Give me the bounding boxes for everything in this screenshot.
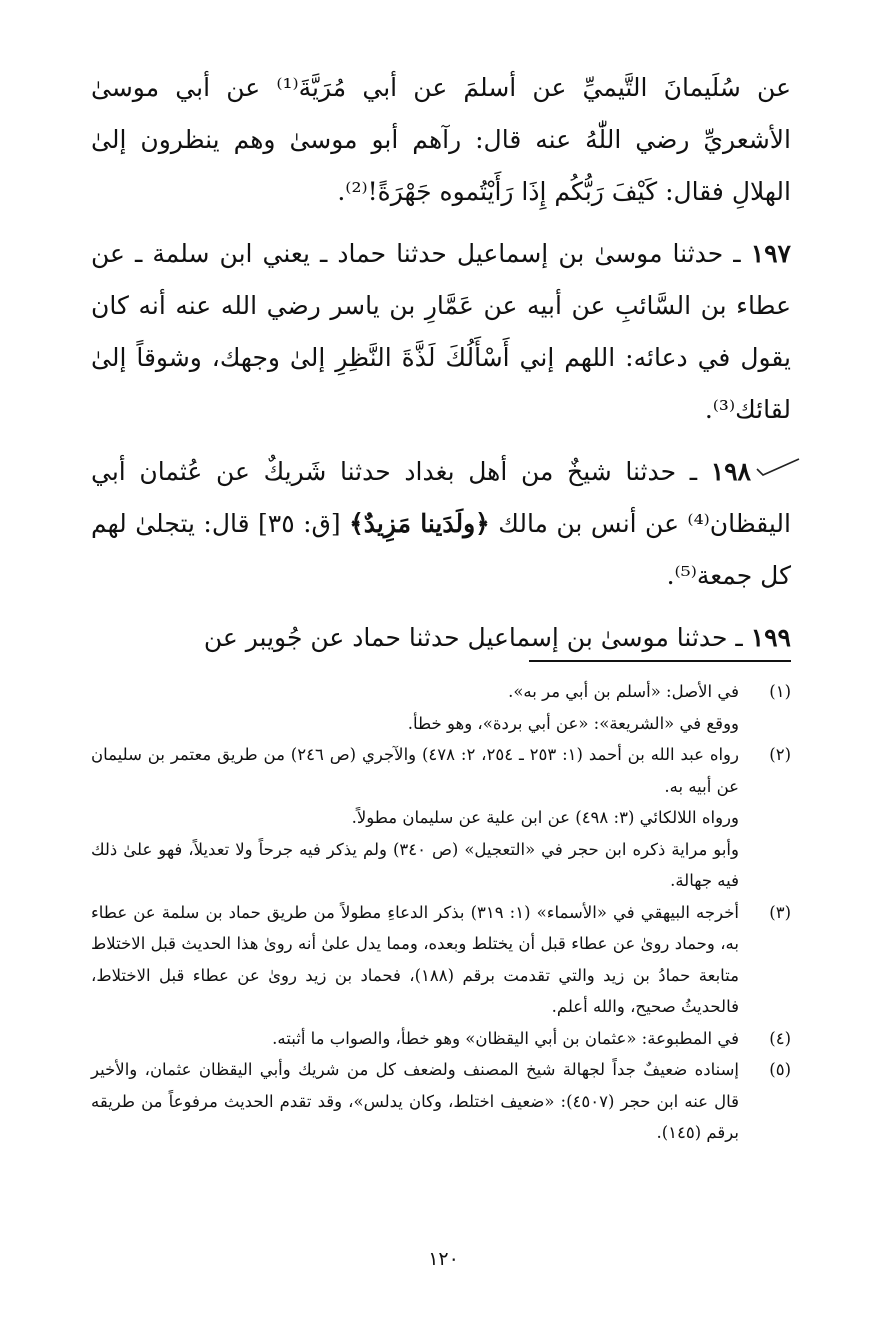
footnote-number: (٤): [769, 1028, 791, 1048]
footnote-number: (٢): [769, 745, 791, 764]
footnote-line: ورواه اللالكائي (٣: ٤٩٨) عن ابن علية عن سليمان مطولاً.: [351, 808, 739, 827]
hadith-text-end: قال: يتجلىٰ لهم كل جمعة⁽⁵⁾.: [91, 509, 791, 590]
check-mark-icon: [751, 459, 791, 489]
footnote-line: في المطبوعة: «عثمان بن أبي اليقظان» وهو خطأ، والصواب ما أثبته.: [272, 1028, 739, 1048]
footnote-body: [91, 1054, 739, 1149]
footnote: [91, 897, 791, 1023]
footnote-line: أخرجه البيهقي في «الأسماء» (١: ٣١٩) بذكر الدعاءِ مطولاً من طريق حماد بن سلمة عن عطاء به، وحماد روىٰ عن عطاء قبل أن يختلط وبعده، ومما يدل علىٰ أنه روىٰ هذا الحديث قبل الاختلاط متابعة حمادُ بن زيد والتي تقدمت برقم (١٨٨)، فحماد بن زيد روىٰ عن عطاء قبل الاختلاط، فالحديثُ صحيح، والله أعلم.: [91, 902, 740, 1016]
quran-reference: [ق: ٣٥]: [258, 509, 350, 538]
footnote: [91, 1023, 791, 1055]
hadith-text: ـ حدثنا شيخٌ من أهل بغداد حدثنا شَريكٌ عن عُثمان أبي اليقظان⁽⁴⁾ عن أنس بن مالك: [91, 457, 791, 538]
paragraph-continuation: [91, 62, 791, 218]
hadith-number: ١٩٨: [710, 457, 751, 486]
hadith-197: [91, 228, 791, 436]
footnote-divider: [529, 660, 791, 662]
footnote-number: (٥): [769, 1060, 791, 1079]
footnote-line: رواه عبد الله بن أحمد (١: ٢٥٣ ـ ٢٥٤، ٢: ٤٧٨) والآجري (ص ٢٤٦) من طريق معتمر بن سليمان عن أبيه به.: [91, 745, 739, 796]
footnote-number: (٣): [769, 902, 791, 922]
footnote-body: [91, 897, 739, 1023]
hadith-198: [91, 446, 791, 602]
hadith-199: [91, 612, 791, 664]
footnote-number: (١): [769, 682, 791, 701]
footnote: [91, 739, 791, 897]
page-number: ١٢٠: [428, 1248, 459, 1270]
footnotes: [91, 676, 791, 1149]
footnote-line: ووقع في «الشريعة»: «عن أبي بردة»، وهو خطأ.: [407, 713, 739, 733]
main-text: [91, 62, 791, 674]
hadith-number: ١٩٩: [750, 623, 791, 652]
footnote-body: [91, 739, 739, 897]
paragraph-text: عن سُلَيمانَ التَّيميِّ عن أسلمَ عن أبي مُرَيَّةَ⁽¹⁾ عن أبي موسىٰ الأشعريِّ رضي اللّٰهُ عنه قال: رآهم أبو موسىٰ وهم ينظرون إلىٰ الهلالِ فقال: كَيْفَ رَبُّكُم إِذَا رَأَيْتُموه جَهْرَةً!⁽²⁾.: [91, 73, 791, 206]
hadith-text: ـ حدثنا موسىٰ بن إسماعيل حدثنا حماد عن جُويبر عن: [203, 623, 751, 652]
footnote: [91, 1054, 791, 1149]
quran-verse: ﴿ولَدَينا مَزِيدٌ﴾: [349, 509, 490, 538]
footnote-line: إسناده ضعيفٌ جداً لجهالة شيخ المصنف ولضعف كل من شريك وأبي اليقظان عثمان، والأخير قال عنه ابن حجر (٤٥٠٧): «ضعيف اختلط، وكان يدلس»، وقد تقدم الحديث مرفوعاً من طريقه برقم (١٤٥).: [91, 1060, 740, 1142]
footnote-line: وأبو مراية ذكره ابن حجر في «التعجيل» (ص ٣٤٠) ولم يذكر فيه جرحاً ولا تعديلاً، فهو علىٰ ذلك فيه جهالة.: [91, 839, 739, 890]
footnote-body: [91, 676, 739, 739]
hadith-number: ١٩٧: [750, 239, 791, 268]
footnote-line: في الأصل: «أسلم بن أبي مر به».: [508, 682, 739, 701]
footnote-body: [91, 1023, 739, 1055]
hadith-text: ـ حدثنا موسىٰ بن إسماعيل حدثنا حماد ـ يعني ابن سلمة ـ عن عطاء بن السَّائبِ عن أبيه عن عَمَّارِ بن ياسر رضي الله عنه أنه كان يقول في دعائه: اللهم إني أَسْأَلُكَ لَذَّةَ النَّظِرِ إلىٰ وجهك، وشوقاً إلىٰ لقائك⁽³⁾.: [91, 239, 791, 424]
footnote: [91, 676, 791, 739]
